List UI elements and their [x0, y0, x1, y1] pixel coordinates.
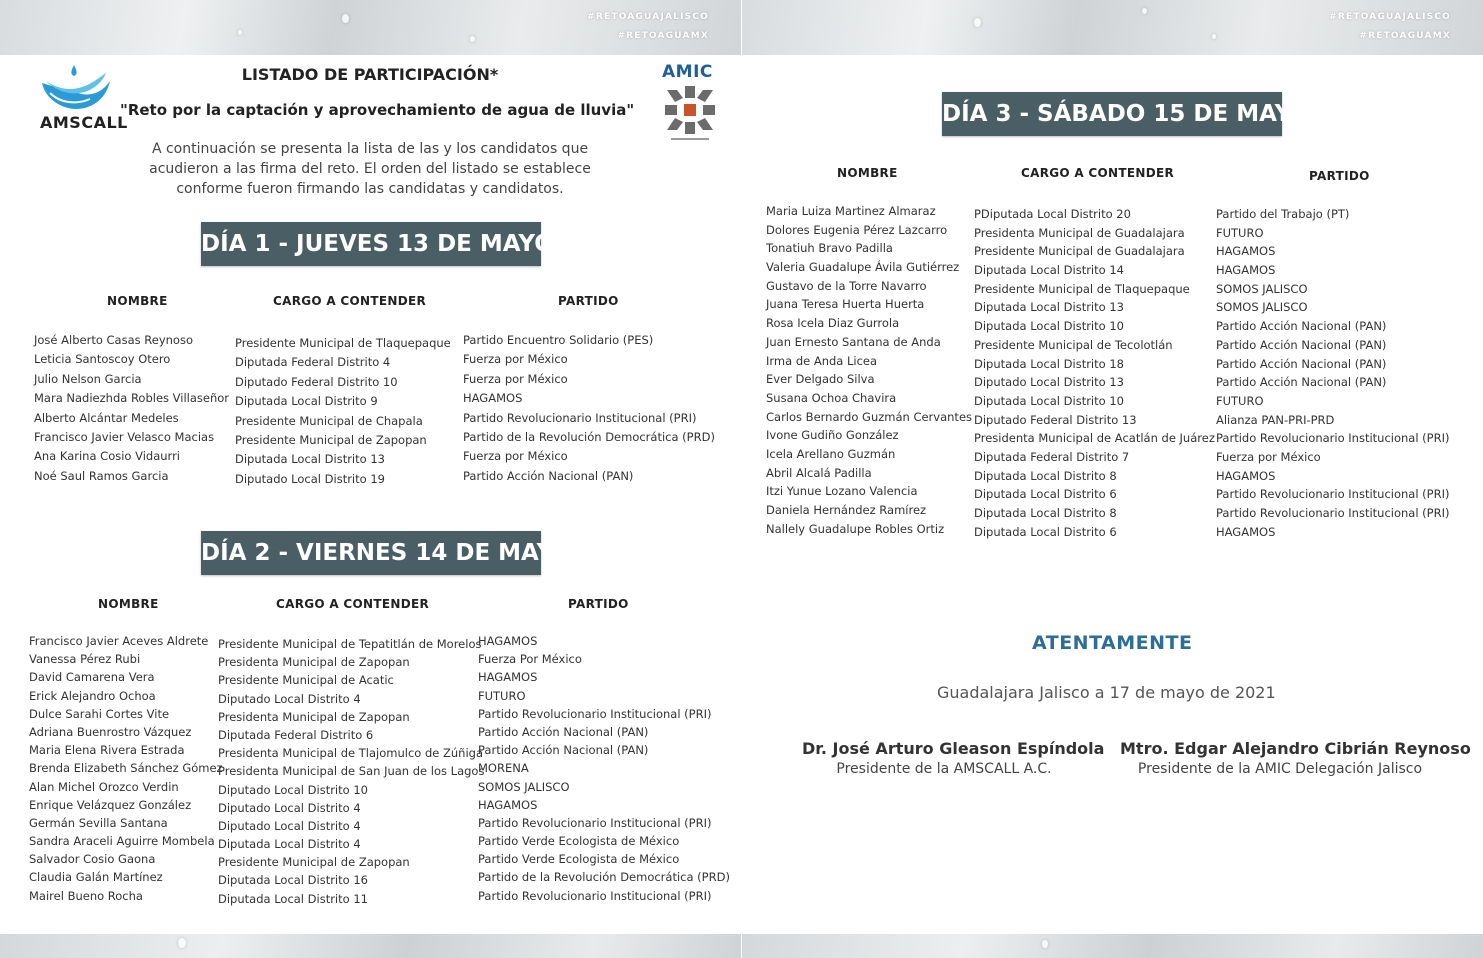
day1-name: Leticia Santoscoy Otero	[34, 352, 171, 367]
day2-party: Partido Verde Ecologista de México	[478, 852, 680, 867]
day3-party: SOMOS JALISCO	[1216, 300, 1308, 315]
water-drop	[1142, 8, 1147, 14]
page-subtitle: "Reto por la captación y aprovechamiento de agua de lluvia"	[120, 101, 635, 119]
day1-name: Noé Saul Ramos Garcia	[34, 468, 169, 483]
place-date: Guadalajara Jalisco a 17 de mayo de 2021	[937, 683, 1276, 702]
day2-position: Presidenta Municipal de Zapopan	[218, 709, 410, 724]
day3-name: Tonatiuh Bravo Padilla	[766, 241, 893, 256]
amscall-wordmark: AMSCALL	[40, 113, 128, 132]
day1-party: Fuerza por México	[463, 352, 568, 367]
water-drop	[1042, 940, 1048, 948]
day1-parties-column	[463, 331, 715, 486]
day2-party: Fuerza Por México	[478, 652, 582, 667]
day3-party: Partido Revolucionario Institucional (PRI)	[1216, 431, 1450, 446]
day3-name: Rosa Icela Diaz Gurrola	[766, 316, 900, 331]
closing-salutation: ATENTAMENTE	[1032, 632, 1193, 654]
day1-position: Presidente Municipal de Zapopan	[235, 432, 427, 447]
day2-position: Diputado Local Distrito 10	[218, 782, 368, 797]
day2-position: Presidente Municipal de Acatic	[218, 673, 394, 688]
day1-party: Partido Acción Nacional (PAN)	[463, 468, 634, 483]
day3-name: Icela Arellano Guzmán	[766, 446, 896, 461]
day3-party: HAGAMOS	[1216, 524, 1276, 539]
day1-party: HAGAMOS	[463, 391, 523, 406]
day1-name: Alberto Alcántar Medeles	[34, 410, 179, 425]
day2-position: Presidenta Municipal de Tlajomulco de Zúñiga	[218, 746, 484, 761]
right-page	[742, 0, 1483, 958]
day1-position: Diputada Federal Distrito 4	[235, 355, 391, 370]
day3-name: Abril Alcalá Padilla	[766, 465, 872, 480]
day3-position: Presidente Municipal de Tecolotlán	[974, 337, 1173, 352]
day2-name: Francisco Javier Aceves Aldrete	[29, 634, 209, 648]
day3-name: Juana Teresa Huerta Huerta	[766, 297, 925, 312]
day3-position: Diputada Local Distrito 10	[974, 319, 1124, 334]
water-hands-icon	[36, 63, 116, 113]
day1-position: Diputado Local Distrito 19	[235, 471, 385, 486]
day2-name: Salvador Cosio Gaona	[29, 852, 156, 867]
day3-party: Partido del Trabajo (PT)	[1216, 207, 1350, 221]
day2-name: Maria Elena Rivera Estrada	[29, 743, 185, 758]
hashtag-mx: #RETOAGUAMX	[1359, 31, 1451, 41]
day3-position: Presidenta Municipal de Guadalajara	[974, 225, 1185, 240]
hashtag-jalisco: #RETOAGUAJALISCO	[1329, 12, 1451, 22]
day3-position: Diputado Local Distrito 13	[974, 375, 1124, 390]
day2-position: Diputado Local Distrito 4	[218, 818, 361, 833]
day3-position: Diputada Local Distrito 13	[974, 300, 1124, 315]
day1-position: Presidente Municipal de Tlaquepaque	[235, 336, 451, 350]
day2-name: Erick Alejandro Ochoa	[29, 688, 156, 703]
day2-name: Adriana Buenrostro Vázquez	[29, 724, 192, 739]
day2-name: Germán Sevilla Santana	[29, 815, 168, 830]
day3-position: Diputada Local Distrito 18	[974, 356, 1124, 371]
day2-position: Presidenta Municipal de San Juan de los Lagos	[218, 764, 485, 779]
intro-paragraph: A continuación se presenta la lista de las y los candidatos que acudieron a las firma del reto. El orden del listado se establece conforme fueron firmando las candidatas y candidatos.	[149, 141, 591, 197]
day2-names-column	[29, 632, 223, 905]
day2-name: Brenda Elizabeth Sánchez Gómez	[29, 761, 223, 776]
day1-name: Ana Karina Cosio Vidaurri	[34, 449, 180, 464]
day3-parties-column	[1216, 205, 1449, 541]
water-drop	[238, 30, 242, 35]
day3-position: Diputada Local Distrito 6	[974, 524, 1117, 539]
day2-position: Presidente Municipal de Tepatitlán de Morelos	[218, 637, 482, 651]
day3-col-name: NOMBRE	[837, 166, 898, 180]
day3-position: Diputada Local Distrito 8	[974, 506, 1117, 520]
day2-party: MORENA	[478, 761, 529, 776]
day2-party: FUTURO	[478, 688, 526, 703]
water-header-band	[742, 0, 1483, 55]
day3-position: Presidente Municipal de Tlaquepaque	[974, 281, 1190, 296]
day3-position: Presidenta Municipal de Acatlán de Juárez	[974, 431, 1215, 446]
day2-name: Mairel Bueno Rocha	[29, 888, 143, 903]
day2-name: David Camarena Vera	[29, 670, 155, 685]
day1-party: Partido Revolucionario Institucional (PRI)	[463, 410, 697, 425]
day1-party: Partido Encuentro Solidario (PES)	[463, 333, 654, 347]
day2-heading: DÍA 2 - VIERNES 14 DE MAYO	[201, 531, 541, 575]
day3-party: Alianza PAN-PRI-PRD	[1216, 412, 1335, 427]
day3-party: Partido Acción Nacional (PAN)	[1216, 356, 1387, 371]
day3-party: HAGAMOS	[1216, 263, 1276, 278]
day3-party: Partido Revolucionario Institucional (PRI)	[1216, 487, 1450, 502]
day3-party: HAGAMOS	[1216, 244, 1276, 259]
day3-party: HAGAMOS	[1216, 468, 1276, 483]
day3-name: Maria Luiza Martinez Almaraz	[766, 204, 936, 218]
day3-name: Dolores Eugenia Pérez Lazcarro	[766, 222, 948, 237]
hashtag-mx: #RETOAGUAMX	[617, 31, 709, 41]
water-footer-band	[0, 934, 741, 958]
signer2-name: Mtro. Edgar Alejandro Cibrián Reynoso	[1120, 739, 1471, 758]
day1-col-party: PARTIDO	[558, 294, 619, 308]
day2-party: HAGAMOS	[478, 670, 538, 685]
water-header-band	[0, 0, 741, 55]
day2-position: Diputada Federal Distrito 6	[218, 727, 374, 742]
day2-name: Alan Michel Orozco Verdin	[29, 779, 179, 794]
day2-col-party: PARTIDO	[568, 597, 629, 611]
day2-party: HAGAMOS	[478, 797, 538, 812]
day3-party: SOMOS JALISCO	[1216, 281, 1308, 296]
day3-name: Carlos Bernardo Guzmán Cervantes	[766, 409, 973, 424]
signer1-name: Dr. José Arturo Gleason Espíndola	[802, 739, 1105, 758]
day2-parties-column	[478, 632, 730, 905]
day2-party: Partido Revolucionario Institucional (PRI)	[478, 815, 712, 830]
day3-name: Irma de Anda Licea	[766, 353, 878, 368]
day1-party: Partido de la Revolución Democrática (PRD)	[463, 429, 715, 444]
day3-name: Susana Ochoa Chavira	[766, 390, 897, 405]
day2-position: Diputada Local Distrito 11	[218, 891, 368, 906]
day3-party: FUTURO	[1216, 393, 1264, 408]
day3-party: FUTURO	[1216, 225, 1264, 240]
water-drop	[470, 36, 475, 42]
day1-position: Diputada Local Distrito 9	[235, 394, 378, 409]
day1-heading: DÍA 1 - JUEVES 13 DE MAYO	[201, 222, 541, 266]
day2-party: Partido Revolucionario Institucional (PRI)	[478, 888, 712, 903]
day2-name: Dulce Sarahi Cortes Vite	[29, 706, 170, 721]
signer1-role: Presidente de la AMSCALL A.C.	[836, 761, 1052, 777]
day2-party: Partido Verde Ecologista de México	[478, 834, 680, 849]
day3-name: Ivone Gudiño González	[766, 428, 899, 443]
water-drop	[178, 938, 186, 948]
day2-position: Diputado Local Distrito 4	[218, 800, 361, 815]
day3-position: Diputada Federal Distrito 7	[974, 449, 1130, 464]
water-drop	[974, 18, 981, 27]
day3-name: Itzi Yunue Lozano Valencia	[766, 484, 918, 499]
day2-party: SOMOS JALISCO	[478, 779, 570, 794]
day3-party: Partido Acción Nacional (PAN)	[1216, 375, 1387, 390]
amscall-logo	[36, 63, 128, 133]
day3-name: Daniela Hernández Ramírez	[766, 503, 927, 517]
day2-party: Partido Acción Nacional (PAN)	[478, 743, 649, 758]
day3-name: Gustavo de la Torre Navarro	[766, 278, 927, 293]
day1-col-name: NOMBRE	[107, 294, 168, 308]
day3-names-column	[766, 202, 972, 538]
water-footer-band	[742, 934, 1483, 958]
day1-name: Francisco Javier Velasco Macias	[34, 429, 215, 444]
day2-col-name: NOMBRE	[98, 597, 159, 611]
day1-positions-column	[235, 334, 451, 489]
day1-col-position: CARGO A CONTENDER	[273, 294, 427, 308]
signer2-role: Presidente de la AMIC Delegación Jalisco	[1137, 761, 1423, 777]
day2-name: Vanessa Pérez Rubi	[29, 652, 141, 667]
day3-party: Partido Revolucionario Institucional (PRI)	[1216, 506, 1450, 520]
day1-position: Presidente Municipal de Chapala	[235, 413, 423, 428]
day3-heading: DÍA 3 - SÁBADO 15 DE MAYO	[942, 92, 1282, 136]
amic-wordmark: AMIC	[662, 62, 713, 82]
day1-party: Fuerza por México	[463, 371, 568, 386]
day2-name: Sandra Araceli Aguirre Mombela	[29, 834, 215, 849]
day2-position: Diputada Local Distrito 4	[218, 837, 361, 852]
day2-party: Partido Acción Nacional (PAN)	[478, 724, 649, 739]
day2-position: Presidente Municipal de Zapopan	[218, 855, 410, 870]
day1-name: Julio Nelson Garcia	[34, 371, 142, 386]
day3-party: Partido Acción Nacional (PAN)	[1216, 337, 1387, 352]
day3-position: Diputada Local Distrito 8	[974, 468, 1117, 483]
day3-party: Fuerza por México	[1216, 449, 1321, 464]
day3-position: Diputado Federal Distrito 13	[974, 412, 1137, 427]
day2-party: Partido Revolucionario Institucional (PRI)	[478, 706, 712, 721]
day1-position: Diputada Local Distrito 13	[235, 452, 385, 467]
page-title: LISTADO DE PARTICIPACIÓN*	[241, 65, 499, 84]
day3-positions-column	[974, 205, 1215, 541]
day3-name: Juan Ernesto Santana de Anda	[766, 334, 941, 349]
left-page	[0, 0, 741, 958]
day2-col-position: CARGO A CONTENDER	[276, 597, 430, 611]
amic-emblem-icon	[657, 84, 723, 144]
day2-name: Claudia Galán Martínez	[29, 870, 163, 885]
amic-logo	[657, 62, 723, 146]
day3-position: Presidente Municipal de Guadalajara	[974, 244, 1185, 259]
day3-name: Valeria Guadalupe Ávila Gutiérrez	[766, 260, 960, 275]
day1-name: José Alberto Casas Reynoso	[34, 333, 193, 347]
water-drop	[1212, 34, 1216, 39]
day3-party: Partido Acción Nacional (PAN)	[1216, 319, 1387, 334]
day2-position: Diputada Local Distrito 16	[218, 873, 368, 888]
day2-position: Presidenta Municipal de Zapopan	[218, 655, 410, 670]
day2-positions-column	[218, 635, 484, 908]
day1-names-column	[34, 331, 229, 486]
day2-party: Partido de la Revolución Democrática (PRD)	[478, 870, 730, 885]
day1-position: Diputado Federal Distrito 10	[235, 374, 398, 389]
day3-col-party: PARTIDO	[1309, 169, 1370, 183]
day3-col-position: CARGO A CONTENDER	[1021, 166, 1175, 180]
day2-name: Enrique Velázquez González	[29, 797, 192, 812]
day2-party: HAGAMOS	[478, 634, 538, 648]
day3-position: Diputada Local Distrito 10	[974, 393, 1124, 408]
day2-position: Diputado Local Distrito 4	[218, 691, 361, 706]
hashtag-jalisco: #RETOAGUAJALISCO	[587, 12, 709, 22]
day3-name: Ever Delgado Silva	[766, 372, 875, 387]
day1-party: Fuerza por México	[463, 449, 568, 464]
day3-position: PDiputada Local Distrito 20	[974, 207, 1131, 221]
water-drop	[342, 14, 349, 23]
day3-name: Nallely Guadalupe Robles Ortiz	[766, 521, 945, 536]
day3-position: Diputada Local Distrito 14	[974, 263, 1124, 278]
day3-position: Diputada Local Distrito 6	[974, 487, 1117, 502]
day1-name: Mara Nadiezhda Robles Villaseñor	[34, 391, 230, 406]
